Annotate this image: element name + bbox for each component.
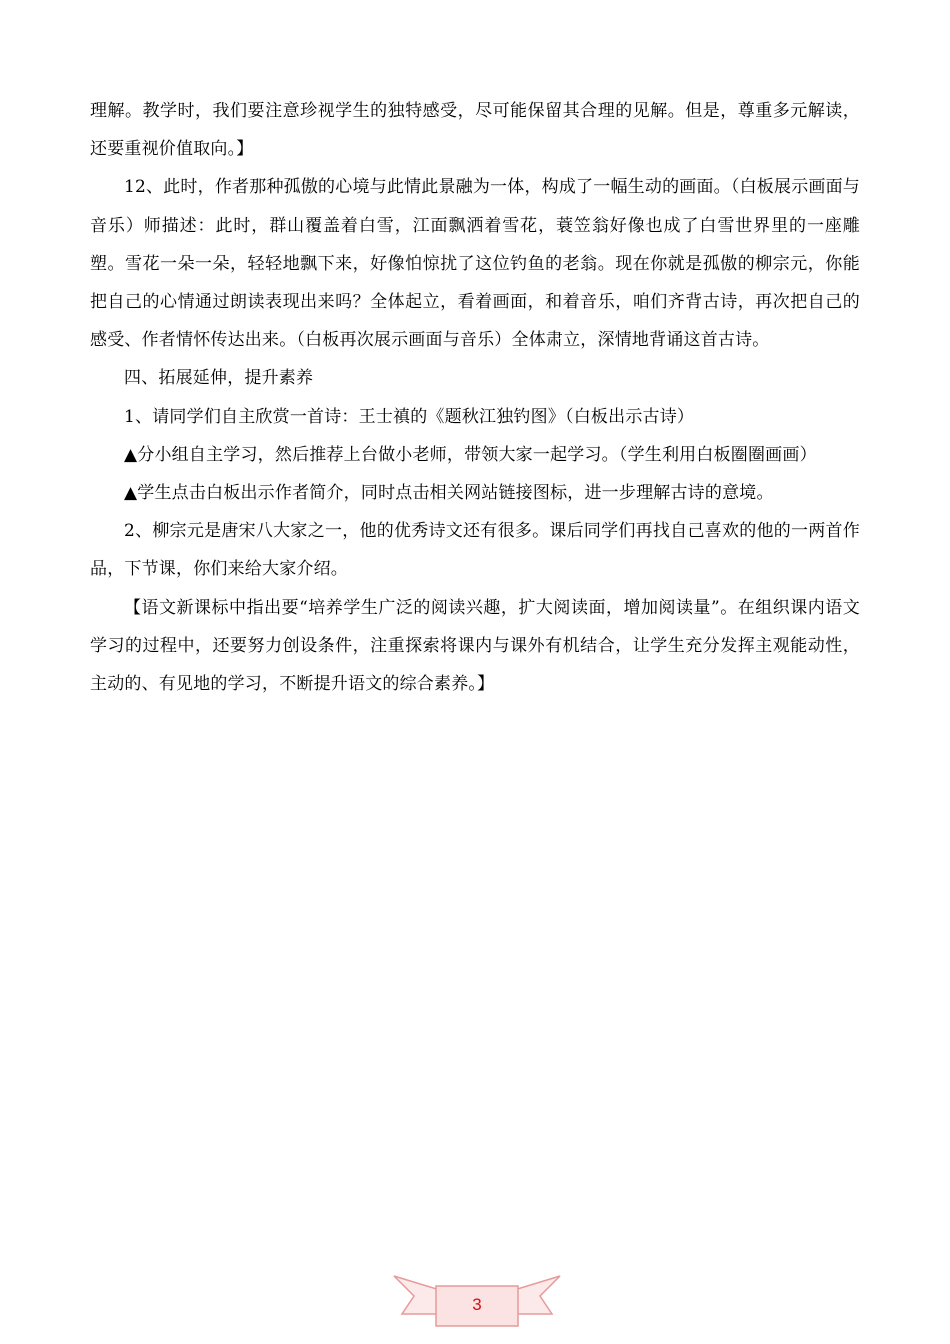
- paragraph-author-intro: ▲学生点击白板出示作者简介，同时点击相关网站链接图标，进一步理解古诗的意境。: [124, 483, 774, 504]
- document-body: [90, 92, 860, 703]
- section-heading-extension: 四、拓展延伸，提升素养: [124, 368, 314, 389]
- paragraph-curriculum-note: 【语文新课标中指出要“培养学生广泛的阅读兴趣，扩大阅读面，增加阅读量”。在组织课内语文学习的过程中，还要努力创设条件，注重探索将课内与课外有机结合，让学生充分发挥主观能动性，主动的、有见地的学习，不断提升语文的综合素养。】: [90, 597, 860, 695]
- paragraph-understanding-note: 理解。教学时，我们要注意珍视学生的独特感受，尽可能保留其合理的见解。但是，尊重多元解读，还要重视价值取向。】: [90, 101, 860, 160]
- paragraph-group-study: ▲分小组自主学习，然后推荐上台做小老师，带领大家一起学习。（学生利用白板圈圈画画）: [124, 444, 817, 465]
- paragraph-item-1: 1、请同学们自主欣赏一首诗：王士禛的《题秋江独钓图》（白板出示古诗）: [124, 406, 695, 427]
- paragraph-item-2: 2、柳宗元是唐宋八大家之一，他的优秀诗文还有很多。课后同学们再找自己喜欢的他的一两首作品，下节课，你们来给大家介绍。: [90, 521, 860, 580]
- page-footer: [392, 1270, 562, 1334]
- page-number: 3: [472, 1295, 482, 1314]
- paragraph-step-12: 12、此时，作者那种孤傲的心境与此情此景融为一体，构成了一幅生动的画面。（白板展示画面与音乐）师描述：此时，群山覆盖着白雪，江面飘洒着雪花，蓑笠翁好像也成了白雪世界里的一座雕塑。雪花一朵一朵，轻轻地飘下来，好像怕惊扰了这位钓鱼的老翁。现在你就是孤傲的柳宗元，你能把自己的心情通过朗读表现出来吗？全体起立，看着画面，和着音乐，咱们齐背古诗，再次把自己的感受、作者情怀传达出来。（白板再次展示画面与音乐）全体肃立，深情地背诵这首古诗。: [90, 177, 860, 351]
